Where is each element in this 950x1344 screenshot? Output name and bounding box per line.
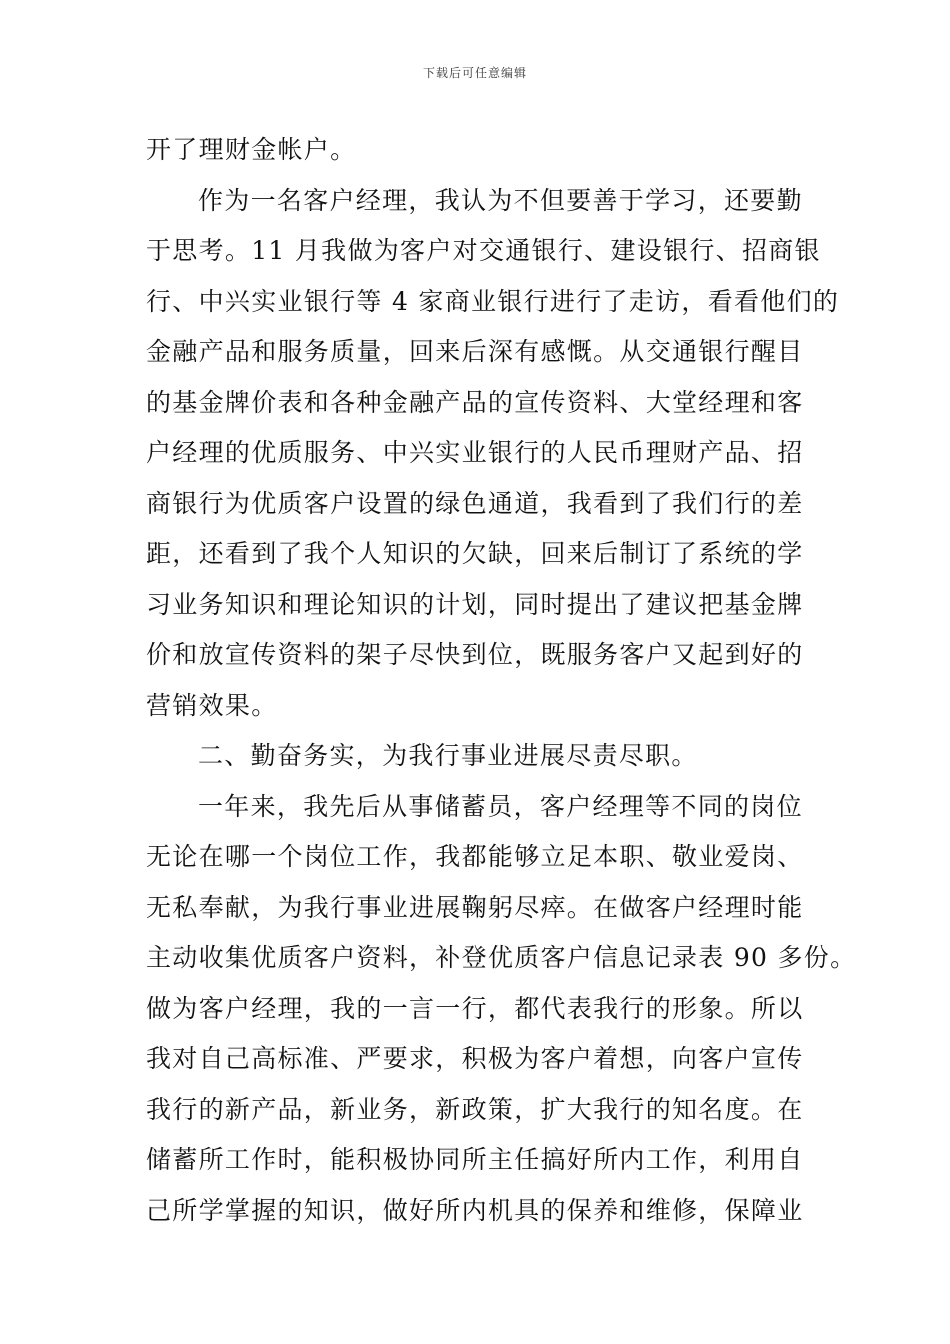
text-line: 户经理的优质服务、中兴实业银行的人民币理财产品、招 [146, 438, 804, 467]
text-line: 我行的新产品，新业务，新政策，扩大我行的知名度。在 [146, 1094, 804, 1124]
text-line: 主动收集优质客户资料，补登优质客户信息记录表 90 多份。 [146, 943, 857, 972]
text-line: 于思考。11 月我做为客户对交通银行、建设银行、招商银 [146, 236, 821, 265]
text-line: 无论在哪一个岗位工作，我都能够立足本职、敬业爱岗、 [146, 842, 804, 871]
text-line: 价和放宣传资料的架子尽快到位，既服务客户又起到好的 [146, 640, 804, 669]
page-header [0, 64, 950, 81]
section-heading: 二、勤奋务实，为我行事业进展尽责尽职。 [198, 741, 698, 770]
text-line: 的基金牌价表和各种金融产品的宣传资料、大堂经理和客 [146, 387, 804, 417]
text-line: 做为客户经理，我的一言一行，都代表我行的形象。所以 [146, 993, 804, 1023]
text-line: 己所学掌握的知识，做好所内机具的保养和维修，保障业 [146, 1195, 804, 1225]
text-line: 金融产品和服务质量，回来后深有感慨。从交通银行醒目 [146, 337, 804, 366]
document-body [146, 125, 857, 1236]
text-line: 开了理财金帐户。 [146, 135, 357, 164]
text-line: 习业务知识和理论知识的计划，同时提出了建议把基金牌 [146, 589, 804, 619]
text-line: 商银行为优质客户设置的绿色通道，我看到了我们行的差 [146, 488, 804, 518]
text-line: 距，还看到了我个人知识的欠缺，回来后制订了系统的学 [146, 539, 804, 568]
text-line: 一年来，我先后从事储蓄员，客户经理等不同的岗位 [198, 791, 803, 821]
text-line: 我对自己高标准、严要求，积极为客户着想，向客户宣传 [146, 1044, 804, 1073]
text-line: 无私奉献，为我行事业进展鞠躬尽瘁。在做客户经理时能 [146, 892, 804, 922]
text-line: 营销效果。 [146, 690, 278, 720]
text-line: 行、中兴实业银行等 4 家商业银行进行了走访，看看他们的 [146, 286, 840, 316]
header-text: 下载后可任意编辑 [422, 66, 527, 80]
text-line: 储蓄所工作时，能积极协同所主任搞好所内工作，利用自 [146, 1145, 804, 1174]
text-line: 作为一名客户经理，我认为不但要善于学习，还要勤 [198, 185, 803, 215]
